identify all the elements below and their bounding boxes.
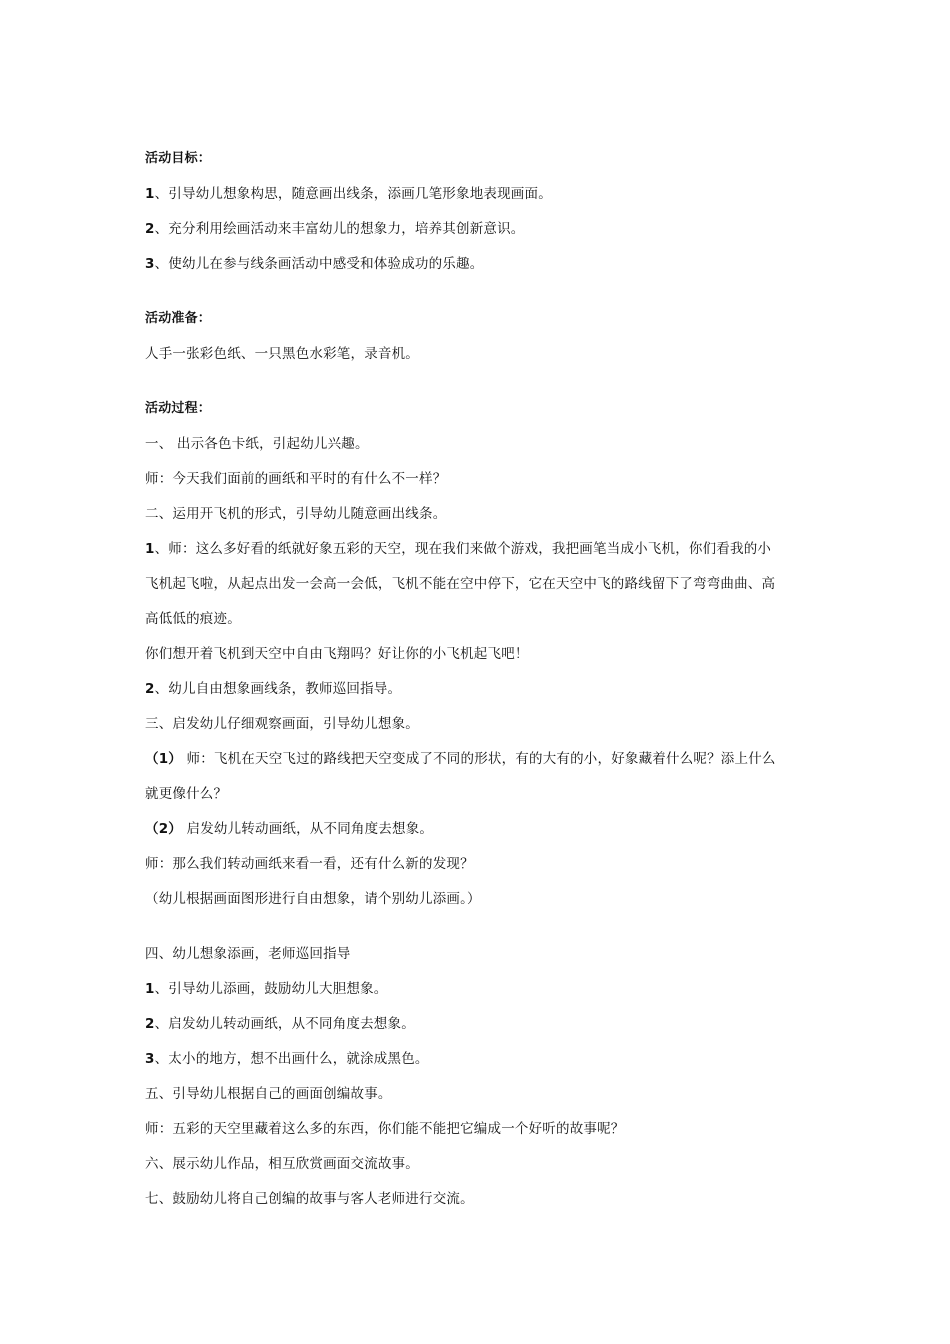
process-step-2-item-1-line-1 (145, 540, 815, 558)
process-step-4-item-1-text: 、引导幼儿添画，鼓励幼儿大胆想象。 (154, 981, 388, 997)
process-heading: 活动过程： (145, 401, 212, 416)
goal-item-1 (145, 185, 815, 203)
process-step-2-item-1-line-3: 高低低的痕迹。 (145, 611, 241, 627)
process-step-3-sub-2-num: （2） (145, 821, 182, 837)
process-step-2-item-2-num: 2 (145, 681, 155, 697)
goal-item-2 (145, 220, 815, 238)
process-step-3-note: （幼儿根据画面图形进行自由想象，请个别幼儿添画。） (145, 891, 481, 907)
process-step-4-item-1-num: 1 (145, 981, 155, 997)
prep-heading: 活动准备： (145, 311, 212, 326)
process-step-7: 七、鼓励幼儿将自己创编的故事与客人老师进行交流。 (145, 1191, 474, 1207)
prep-text: 人手一张彩色纸、一只黑色水彩笔，录音机。 (145, 346, 419, 362)
goal-item-1-text: 、引导幼儿想象构思，随意画出线条，添画几笔形象地表现画面。 (154, 186, 552, 202)
process-step-4-item-1 (145, 980, 815, 998)
goal-item-2-num: 2 (145, 221, 155, 237)
process-step-2-item-1-line-4: 你们想开着飞机到天空中自由飞翔吗？好让你的小飞机起飞吧！ (145, 646, 529, 662)
process-step-4-item-3 (145, 1050, 815, 1068)
process-step-3: 三、启发幼儿仔细观察画面，引导幼儿想象。 (145, 716, 419, 732)
process-step-2-item-1-text: 、师：这么多好看的纸就好象五彩的天空，现在我们来做个游戏，我把画笔当成小飞机，你们看我的小 (154, 541, 772, 557)
process-step-3-sub-1-line-1 (145, 750, 815, 768)
process-step-2-item-2 (145, 680, 815, 698)
process-step-3-sub-1-text: 师：飞机在天空飞过的路线把天空变成了不同的形状，有的大有的小，好象藏着什么呢？添上什么 (182, 751, 776, 767)
process-step-4-item-2-text: 、启发幼儿转动画纸，从不同角度去想象。 (154, 1016, 415, 1032)
process-step-5: 五、引导幼儿根据自己的画面创编故事。 (145, 1086, 392, 1102)
goal-item-3-text: 、使幼儿在参与线条画活动中感受和体验成功的乐趣。 (154, 256, 484, 272)
process-step-4: 四、幼儿想象添画，老师巡回指导 (145, 946, 351, 962)
process-step-2-item-1-num: 1 (145, 541, 155, 557)
process-step-4-item-2-num: 2 (145, 1016, 155, 1032)
process-step-4-item-2 (145, 1015, 815, 1033)
process-step-4-item-3-num: 3 (145, 1051, 155, 1067)
goals-heading: 活动目标： (145, 151, 212, 166)
goal-item-1-num: 1 (145, 186, 155, 202)
process-step-6: 六、展示幼儿作品，相互欣赏画面交流故事。 (145, 1156, 419, 1172)
process-step-2-item-1-line-2: 飞机起飞啦，从起点出发一会高一会低，飞机不能在空中停下，它在天空中飞的路线留下了弯弯曲曲、高 (145, 576, 776, 592)
goal-item-3 (145, 255, 815, 273)
goal-item-3-num: 3 (145, 256, 155, 272)
process-step-3-sub-1-num: （1） (145, 751, 182, 767)
process-step-4-item-3-text: 、太小的地方，想不出画什么，就涂成黑色。 (154, 1051, 429, 1067)
process-step-5-teacher: 师：五彩的天空里藏着这么多的东西，你们能不能把它编成一个好听的故事呢？ (145, 1121, 625, 1137)
process-step-2-item-2-text: 、幼儿自由想象画线条，教师巡回指导。 (154, 681, 402, 697)
process-step-3-sub-2 (145, 820, 815, 838)
process-step-1-teacher: 师：今天我们面前的画纸和平时的有什么不一样？ (145, 471, 447, 487)
process-step-1: 一、 出示各色卡纸，引起幼儿兴趣。 (145, 436, 369, 452)
process-step-2: 二、运用开飞机的形式，引导幼儿随意画出线条。 (145, 506, 447, 522)
process-step-3-sub-1-line-2: 就更像什么？ (145, 786, 228, 802)
process-step-3-teacher: 师：那么我们转动画纸来看一看，还有什么新的发现？ (145, 856, 474, 872)
process-step-3-sub-2-text: 启发幼儿转动画纸，从不同角度去想象。 (182, 821, 434, 837)
goal-item-2-text: 、充分利用绘画活动来丰富幼儿的想象力，培养其创新意识。 (154, 221, 525, 237)
